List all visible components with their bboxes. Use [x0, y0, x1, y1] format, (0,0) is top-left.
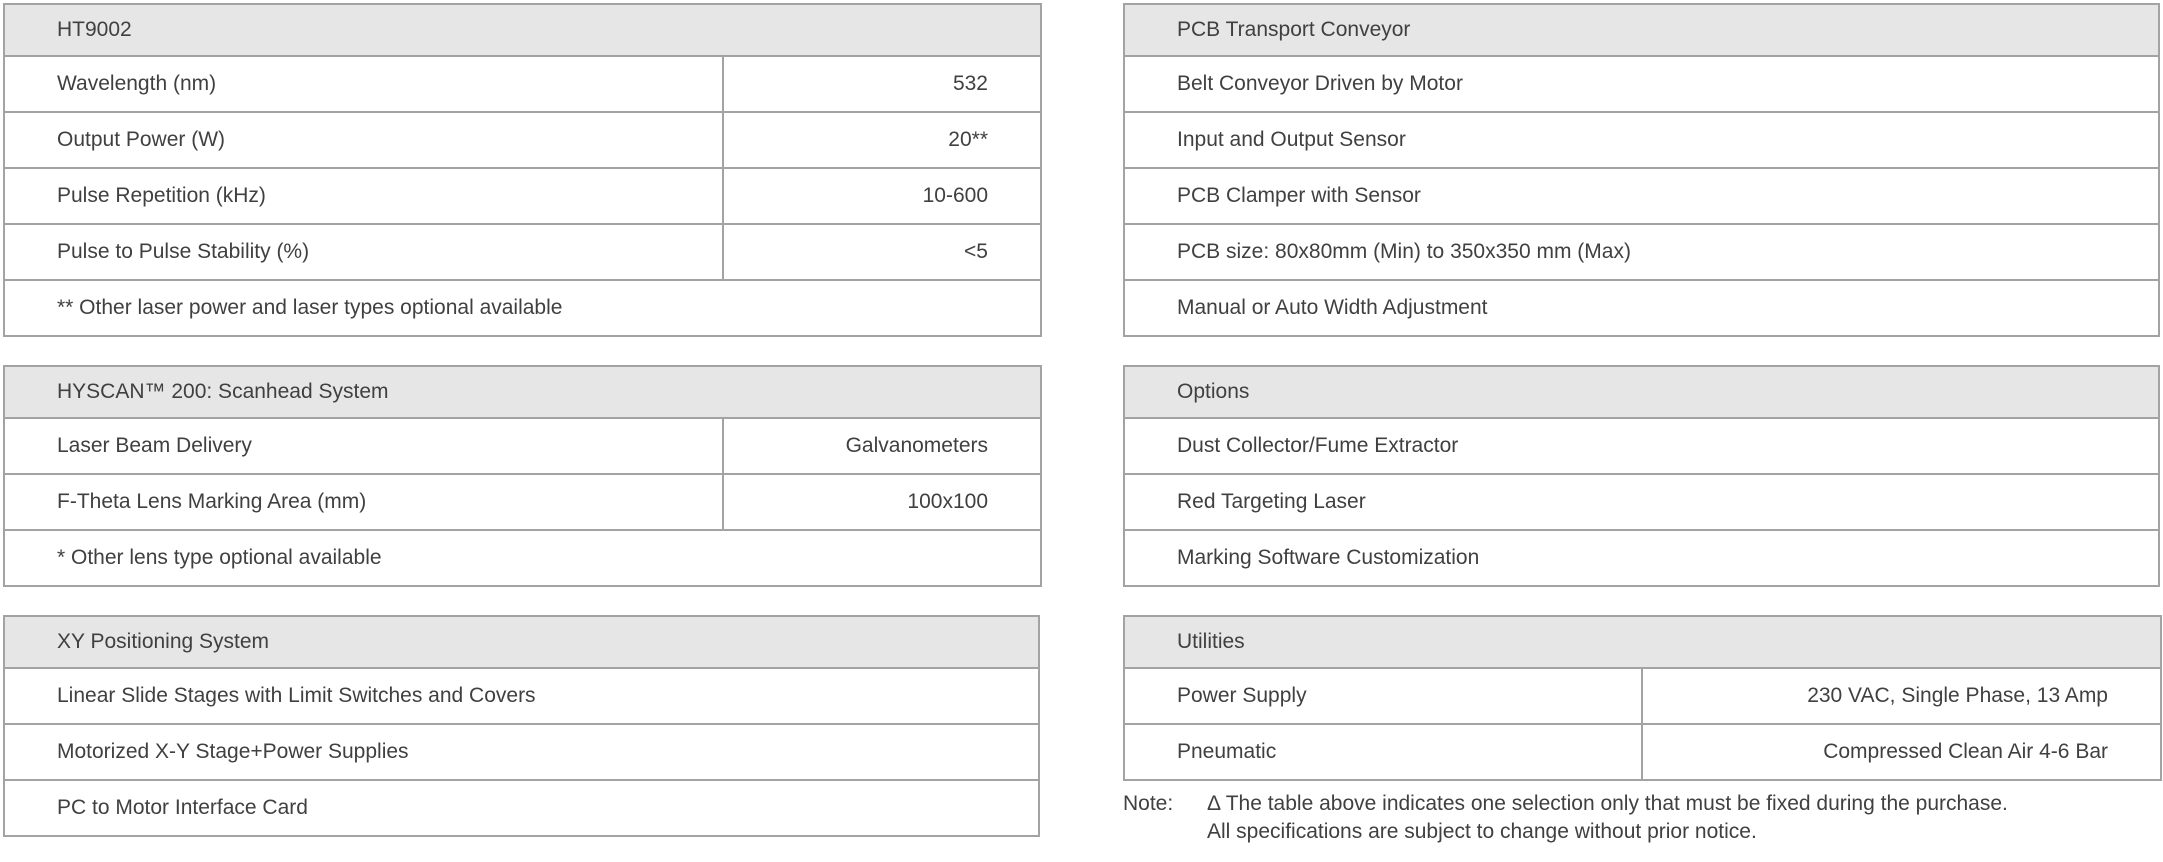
spec-label: Output Power (W) — [4, 112, 723, 168]
table-row — [1124, 418, 2159, 474]
spec-label: Wavelength (nm) — [4, 56, 723, 112]
table-row — [1124, 530, 2159, 586]
spec-item: Red Targeting Laser — [1124, 474, 2159, 530]
spec-label: F-Theta Lens Marking Area (mm) — [4, 474, 723, 530]
spec-item: Motorized X-Y Stage+Power Supplies — [4, 724, 1039, 780]
table-row — [4, 668, 1039, 724]
table-row — [4, 418, 1041, 474]
table-row — [1124, 224, 2159, 280]
table-title: HT9002 — [4, 4, 1041, 56]
spec-label: Power Supply — [1124, 668, 1642, 724]
spec-item: Input and Output Sensor — [1124, 112, 2159, 168]
note-label: Note: — [1123, 792, 1174, 815]
table-title: Utilities — [1124, 616, 2161, 668]
spec-value: Compressed Clean Air 4-6 Bar — [1642, 724, 2161, 780]
xy-positioning-table — [3, 615, 1040, 837]
note-line-1: Δ The table above indicates one selection only that must be fixed during the purchase. — [1207, 792, 2008, 815]
table-row — [4, 780, 1039, 836]
spec-value: 532 — [723, 56, 1041, 112]
table-footnote-row — [4, 530, 1041, 586]
spec-item: Manual or Auto Width Adjustment — [1124, 280, 2159, 336]
right-column — [1123, 3, 2160, 846]
spec-value: <5 — [723, 224, 1041, 280]
spec-value: 10-600 — [723, 168, 1041, 224]
table-footnote-row — [4, 280, 1041, 336]
table-row — [1124, 280, 2159, 336]
table-header-row — [1124, 4, 2159, 56]
table-row — [4, 474, 1041, 530]
table-row — [1124, 668, 2161, 724]
spec-value: Galvanometers — [723, 418, 1041, 474]
table-header-row — [4, 4, 1041, 56]
pcb-conveyor-table — [1123, 3, 2160, 337]
spec-value: 20** — [723, 112, 1041, 168]
table-title: XY Positioning System — [4, 616, 1039, 668]
table-title: PCB Transport Conveyor — [1124, 4, 2159, 56]
note-block — [1123, 790, 2160, 846]
table-row — [1124, 112, 2159, 168]
spec-item: PCB size: 80x80mm (Min) to 350x350 mm (Max) — [1124, 224, 2159, 280]
table-header-row — [4, 366, 1041, 418]
table-title: Options — [1124, 366, 2159, 418]
table-row — [4, 224, 1041, 280]
note-text — [1207, 790, 2008, 846]
spec-value: 100x100 — [723, 474, 1041, 530]
note-line-2: All specifications are subject to change without prior notice. — [1207, 820, 1757, 843]
spec-item: Marking Software Customization — [1124, 530, 2159, 586]
table-title: HYSCAN™ 200: Scanhead System — [4, 366, 1041, 418]
spec-item: PCB Clamper with Sensor — [1124, 168, 2159, 224]
table-row — [1124, 56, 2159, 112]
table-header-row — [1124, 616, 2161, 668]
left-column — [3, 3, 1040, 846]
spec-item: Belt Conveyor Driven by Motor — [1124, 56, 2159, 112]
table-row — [4, 112, 1041, 168]
spec-label: Laser Beam Delivery — [4, 418, 723, 474]
options-table — [1123, 365, 2160, 587]
utilities-table — [1123, 615, 2162, 781]
table-row — [4, 56, 1041, 112]
table-row — [1124, 474, 2159, 530]
spec-item: Linear Slide Stages with Limit Switches and Covers — [4, 668, 1039, 724]
table-row — [1124, 168, 2159, 224]
table-footnote: ** Other laser power and laser types optional available — [4, 280, 1041, 336]
spec-value: 230 VAC, Single Phase, 13 Amp — [1642, 668, 2161, 724]
spec-item: Dust Collector/Fume Extractor — [1124, 418, 2159, 474]
spec-item: PC to Motor Interface Card — [4, 780, 1039, 836]
table-row — [4, 168, 1041, 224]
table-row — [4, 724, 1039, 780]
scanhead-table — [3, 365, 1042, 587]
spec-label: Pneumatic — [1124, 724, 1642, 780]
ht9002-table — [3, 3, 1042, 337]
spec-label: Pulse to Pulse Stability (%) — [4, 224, 723, 280]
table-footnote: * Other lens type optional available — [4, 530, 1041, 586]
spec-label: Pulse Repetition (kHz) — [4, 168, 723, 224]
table-header-row — [4, 616, 1039, 668]
table-row — [1124, 724, 2161, 780]
table-header-row — [1124, 366, 2159, 418]
